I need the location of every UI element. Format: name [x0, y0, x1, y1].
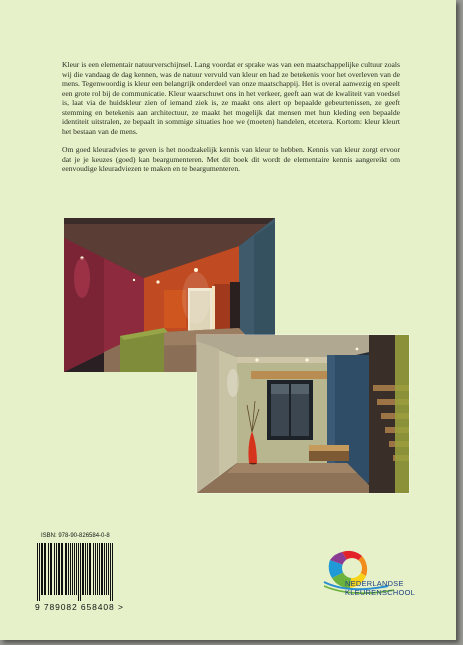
isbn-digits: 9 789082 658408 > — [35, 602, 124, 612]
logo-text-line-1: NEDERLANDSE — [345, 579, 404, 588]
kleurenschool-logo — [318, 542, 423, 602]
body-text — [62, 60, 400, 183]
isbn-label: ISBN: 978-90-826584-0-8 — [41, 533, 110, 539]
barcode-bars — [35, 543, 139, 601]
paragraph-2: Om goed kleuradvies te geven is het noodzakelijk kennis van kleur te hebben. Kennis van kleur zorgt ervoor dat je je keuzes (goed) kan beargumenteren. Met dit boek dit wordt de elementaire kennis aangereikt om eenvoudige kleuradviezen te maken en te beargumenteren. — [62, 145, 400, 173]
paragraph-1: Kleur is een elementair natuurverschijnsel. Lang voordat er sprake was van een maatschappelijke cultuur zoals wij die vandaag de dag kennen, was de natuur vervuld van kleur en had ze betekenis voor het overleven van de mens. Tegenwoordig is kleur een belangrijk onderdeel van onze maatschappij. Het is overal aanwezig en speelt een grote rol bij de communicatie. Kleur waarschuwt ons in het verkeer, geeft aan wat de kwaliteit van voedsel is, laat via de huidskleur zien of iemand ziek is, ze maakt ons alert op bepaalde gebeurtenissen, ze geeft stemming en betekenis aan architectuur, ze maakt het mogelijk dat mensen met hun kleding een bepaalde identiteit uitstralen, ze bepaalt in sommige situaties hoe we (moeten) handelen, etcetera. Kortom: kleur kleurt het bestaan van de mens. — [62, 60, 400, 136]
logo-text-line-2: KLEURENSCHOOL — [345, 588, 416, 597]
isbn-barcode — [33, 533, 145, 615]
hallway-photo — [197, 335, 409, 493]
